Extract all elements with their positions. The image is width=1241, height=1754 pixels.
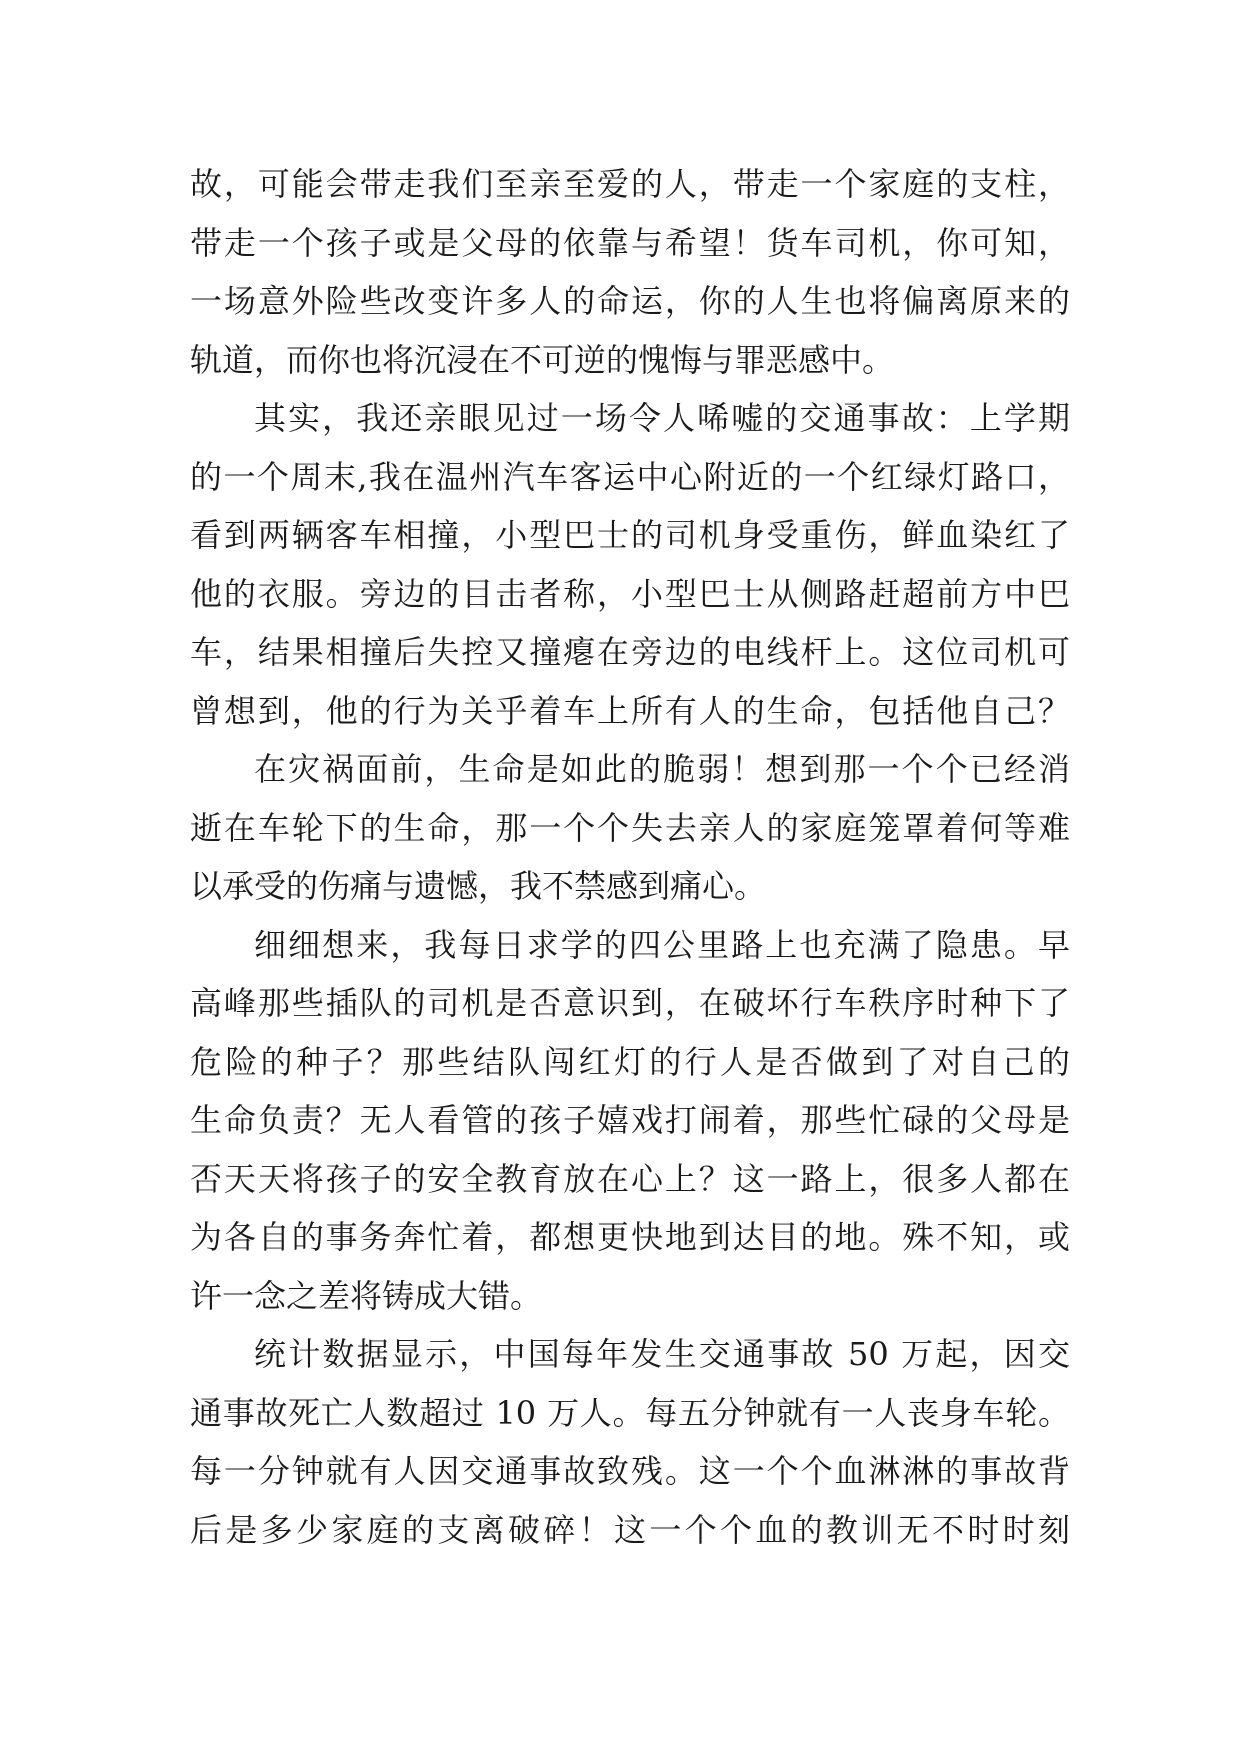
- paragraph-2-line-5: 车，结果相撞后失控又撞瘪在旁边的电线杆上。这位司机可: [190, 633, 1070, 671]
- paragraph-4-line-6: 为各自的事务奔忙着，都想更快地到达目的地。殊不知，或: [190, 1218, 1070, 1256]
- paragraph-3-line-2: 逝在车轮下的生命，那一个个失去亲人的家庭笼罩着何等难: [190, 808, 1070, 847]
- paragraph-1-line-3: 一场意外险些改变许多人的命运，你的人生也将偏离原来的: [190, 282, 1070, 320]
- paragraph-5-line-3: 每一分钟就有人因交通事故致残。这一个个血淋淋的事故背: [190, 1452, 1070, 1490]
- paragraph-2-line-2: 的一个周末,我在温州汽车客运中心附近的一个红绿灯路口，: [190, 457, 1070, 496]
- paragraph-2-line-6: 曾想到，他的行为关乎着车上所有人的生命，包括他自己？: [190, 691, 1070, 730]
- paragraph-5-line-4: 后是多少家庭的支离破碎！这一个个血的教训无不时时刻: [190, 1510, 1070, 1549]
- paragraph-1-line-4: 轨道，而你也将沉浸在不可逆的愧悔与罪恶感中。: [190, 340, 895, 379]
- paragraph-2-line-4: 他的衣服。旁边的目击者称，小型巴士从侧路赶超前方中巴: [190, 574, 1070, 613]
- paragraph-3-line-1: 在灾祸面前，生命是如此的脆弱！想到那一个个已经消: [254, 750, 1070, 788]
- paragraph-5-line-2: 通事故死亡人数超过 10 万人。每五分钟就有一人丧身车轮。: [190, 1393, 1070, 1432]
- paragraph-1-line-2: 带走一个孩子或是父母的依靠与希望！货车司机，你可知，: [190, 223, 1070, 262]
- paragraph-2-line-3: 看到两辆客车相撞，小型巴士的司机身受重伤，鲜血染红了: [190, 516, 1070, 554]
- paragraph-4-line-3: 危险的种子？那些结队闯红灯的行人是否做到了对自己的: [190, 1042, 1070, 1081]
- paragraph-4-line-5: 否天天将孩子的安全教育放在心上？这一路上，很多人都在: [190, 1159, 1070, 1198]
- paragraph-5-line-1: 统计数据显示，中国每年发生交通事故 50 万起，因交: [254, 1335, 1070, 1373]
- paragraph-4-line-7: 许一念之差将铸成大错。: [190, 1276, 543, 1315]
- paragraph-3-line-3: 以承受的伤痛与遗憾，我不禁感到痛心。: [190, 867, 767, 905]
- paragraph-2-line-1: 其实，我还亲眼见过一场令人唏嘘的交通事故：上学期: [254, 399, 1070, 437]
- paragraph-4-line-1: 细细想来，我每日求学的四公里路上也充满了隐患。早: [254, 925, 1070, 964]
- paragraph-4-line-2: 高峰那些插队的司机是否意识到，在破坏行车秩序时种下了: [190, 984, 1070, 1022]
- document-body: [190, 155, 1070, 1559]
- paragraph-4-line-4: 生命负责？无人看管的孩子嬉戏打闹着，那些忙碌的父母是: [190, 1101, 1070, 1139]
- paragraph-1-line-1: 故，可能会带走我们至亲至爱的人，带走一个家庭的支柱，: [190, 165, 1070, 203]
